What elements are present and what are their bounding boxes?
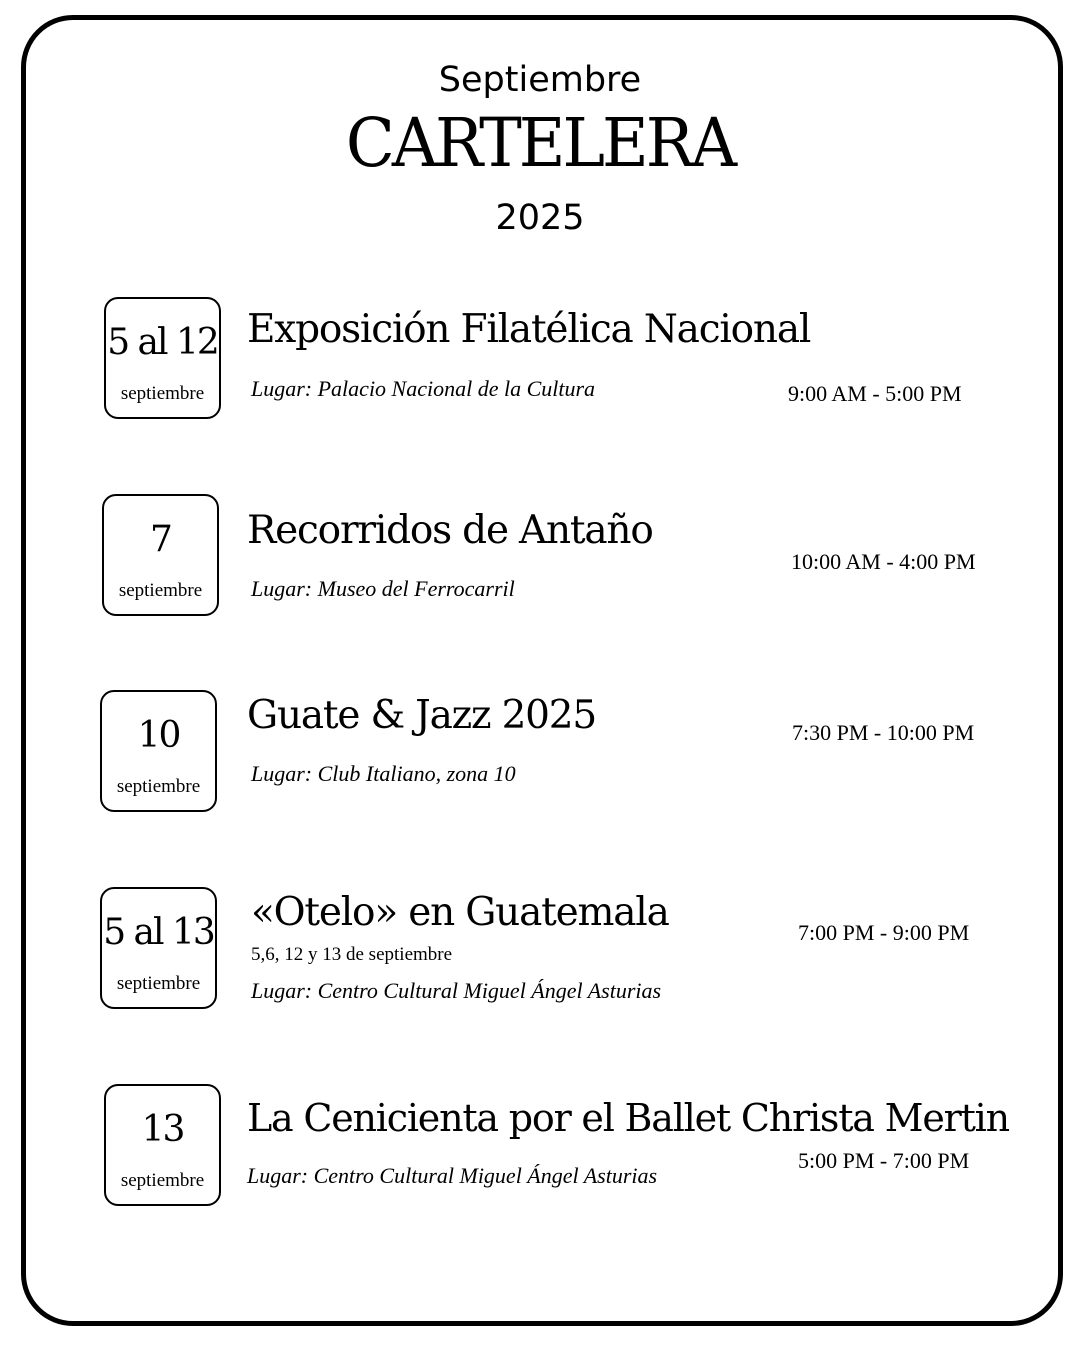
event-day: 5 al 12 bbox=[107, 322, 218, 363]
event-time: 10:00 AM - 4:00 PM bbox=[791, 549, 976, 574]
event-month: septiembre bbox=[116, 776, 201, 797]
date-box bbox=[104, 1084, 221, 1206]
page-title: CARTELERA bbox=[345, 105, 735, 183]
event-title: Recorridos de Antaño bbox=[247, 508, 653, 553]
event-title: Exposición Filatélica Nacional bbox=[247, 307, 811, 352]
event-venue: Lugar: Museo del Ferrocarril bbox=[251, 576, 515, 601]
event-month: septiembre bbox=[116, 973, 201, 994]
date-box bbox=[100, 887, 217, 1009]
event-time: 5:00 PM - 7:00 PM bbox=[798, 1148, 970, 1173]
event-venue: Lugar: Club Italiano, zona 10 bbox=[251, 761, 516, 786]
event-month: septiembre bbox=[118, 580, 203, 601]
event-venue: Lugar: Centro Cultural Miguel Ángel Asturias bbox=[247, 1163, 658, 1188]
event-title: «Otelo» en Guatemala bbox=[251, 890, 669, 935]
date-box bbox=[104, 297, 221, 419]
event-day: 7 bbox=[150, 519, 171, 560]
event-title: Guate & Jazz 2025 bbox=[247, 693, 597, 738]
date-box bbox=[100, 690, 217, 812]
date-box bbox=[102, 494, 219, 616]
event-venue: Lugar: Centro Cultural Miguel Ángel Asturias bbox=[251, 978, 662, 1003]
header-month: Septiembre bbox=[438, 60, 642, 100]
event-title: La Cenicienta por el Ballet Christa Mertin bbox=[247, 1096, 1009, 1140]
event-day: 10 bbox=[137, 715, 180, 756]
event-day: 13 bbox=[141, 1109, 184, 1150]
event-month: septiembre bbox=[120, 383, 205, 404]
event-time: 9:00 AM - 5:00 PM bbox=[788, 381, 962, 406]
event-day: 5 al 13 bbox=[103, 912, 214, 953]
header-year: 2025 bbox=[495, 198, 585, 238]
event-month: septiembre bbox=[120, 1170, 205, 1191]
event-dates-detail: 5,6, 12 y 13 de septiembre bbox=[251, 944, 453, 965]
event-venue: Lugar: Palacio Nacional de la Cultura bbox=[251, 376, 596, 401]
event-time: 7:00 PM - 9:00 PM bbox=[798, 920, 970, 945]
event-time: 7:30 PM - 10:00 PM bbox=[792, 720, 975, 745]
